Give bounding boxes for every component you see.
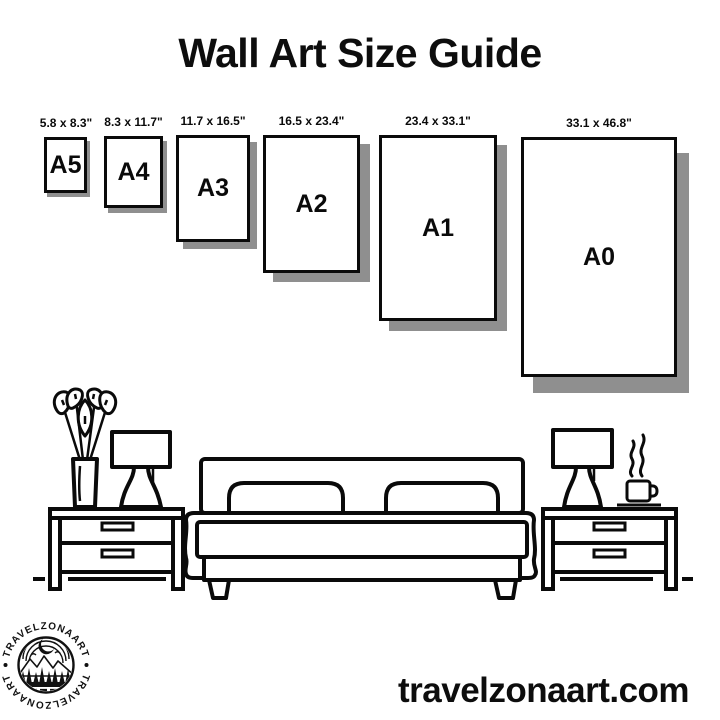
drawer-handle [594,550,625,557]
size-box-a5 [44,137,87,193]
table-lamp-left-icon [112,432,170,507]
badge-dot [85,663,89,667]
bed-base [204,557,520,580]
lamp-stem [564,467,601,507]
vase [73,459,97,507]
website-url: travelzonaart.com [398,671,690,710]
size-dimensions-a5: 5.8 x 8.3" [39,116,93,130]
size-dimensions-a3: 11.7 x 16.5" [180,114,246,128]
size-box-a3 [176,135,250,242]
brand-badge [0,614,96,714]
size-dimensions-a2: 16.5 x 23.4" [278,114,345,128]
bed-icon [185,459,536,598]
brand-name-bottom: TRAVELZONAART [0,672,92,711]
pillow-right [386,483,498,513]
coffee-cup-icon [617,435,661,505]
drawer-handle [594,523,625,530]
size-dimensions-a0: 33.1 x 46.8" [566,116,632,130]
steam-icon [630,441,634,476]
size-box-a0 [521,137,677,377]
drawer-handle [102,523,133,530]
lamp-shade [112,432,170,467]
size-label-a2: A2 [295,189,328,218]
size-box-a2 [263,135,360,273]
bed-leg-right [495,580,516,598]
steam-icon [640,435,644,476]
size-label-a4: A4 [117,157,150,186]
table-lamp-right-icon [553,430,612,507]
mattress-front [197,522,527,557]
size-dimensions-a1: 23.4 x 33.1" [405,114,471,128]
size-dimensions-a4: 8.3 x 11.7" [104,115,163,129]
lamp-stem [121,467,161,507]
plant-vase-icon [54,389,115,507]
pillow-left [229,483,343,513]
size-label-a1: A1 [422,213,454,242]
size-label-a0: A0 [583,242,615,271]
size-label-a3: A3 [197,174,229,202]
bedroom-illustration [0,380,720,610]
page-title: Wall Art Size Guide [178,30,542,76]
bed-leg-left [209,580,229,598]
size-box-a4 [104,136,163,208]
size-label-a5: A5 [49,150,82,179]
drawer-handle [102,550,133,557]
lamp-shade [553,430,612,467]
brand-name-top: TRAVELZONAART [1,620,91,660]
size-box-a1 [379,135,497,321]
badge-dot [4,663,8,667]
